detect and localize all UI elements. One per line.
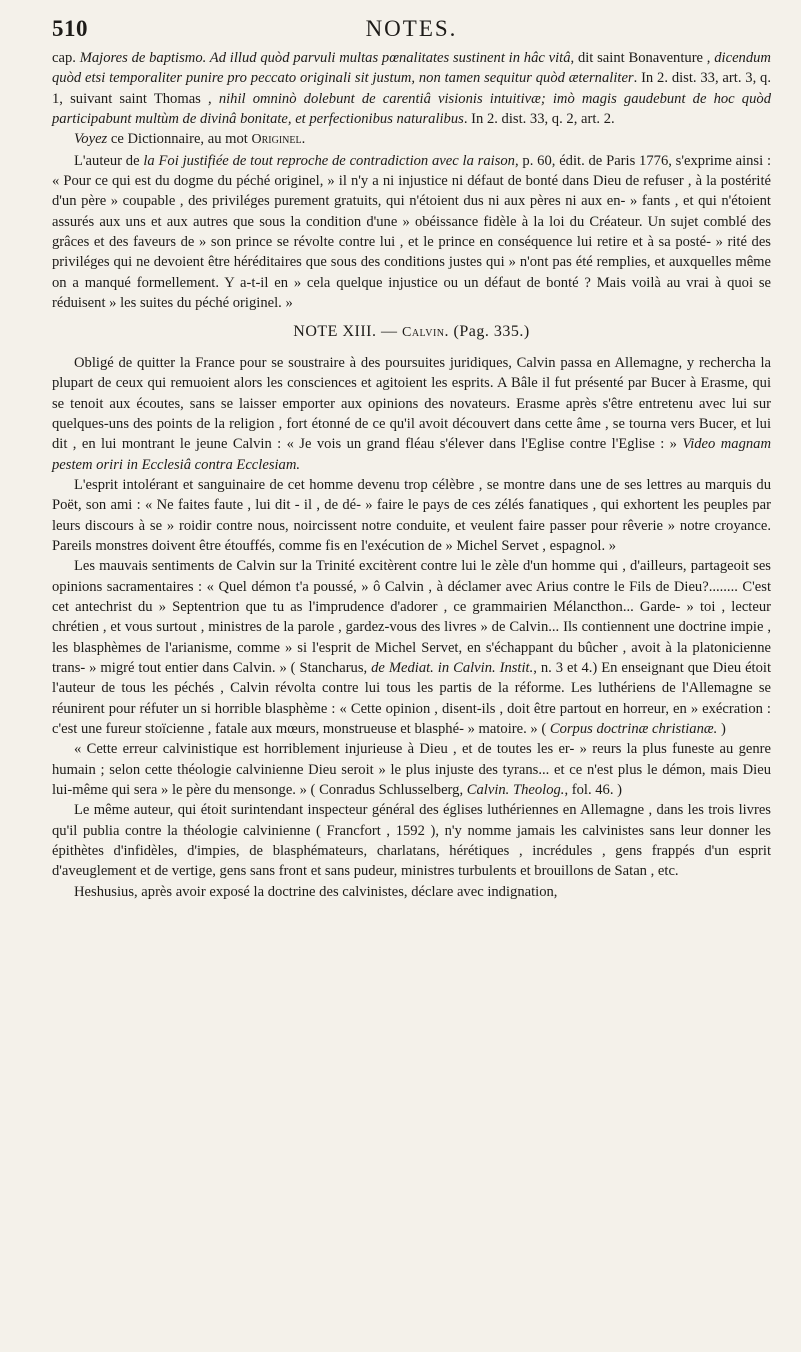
paragraph-calvin-exile: Obligé de quitter la France pour se soustraire à des poursuites juridiques, Calvin passa en Allemagne, y rechercha la plupart de ceux qui remuoient alors les consciences et agitoient les esprits. A Bâle il fut présenté par Bucer à Erasme, qui se tenoit aux écoutes, sans se laisser emporter aux opinions des novateurs. Erasme après s'être entretenu avec lui sur quelques-uns des points de la religion , fort étonné de ce qu'il avoit découvert dans cette âme , se tourna vers Bucer, et lui dit , en lui montrant le jeune Calvin : « Je vois un grand fléau s'élever dans l'Eglise contre l'Eglise : » Video magnam pestem oriri in Ecclesiâ contra Ecclesiam. [52, 354, 771, 473]
paragraph-calvinistic-error: « Cette erreur calvinistique est horriblement injurieuse à Dieu , et de toutes les er- » reurs la plus funeste au genre humain ; selon cette théologie calvinienne Dieu seroit » le plus injuste des tyrans... et ce n'est plus le démon, mais Dieu lui-même qui sera » le père du mensonge. » ( Conradus Schlusselberg, Calvin. Theolog., fol. 46. ) [52, 741, 771, 799]
paragraph-see-also: Voyez ce Dictionnaire, au mot Originel. [74, 131, 306, 148]
note-heading: NOTE XIII. — Calvin. (Pag. 335.) [293, 323, 530, 341]
paragraph-foi-justifiee: L'auteur de la Foi justifiée de tout reproche de contradiction avec la raison, p. 60, édit. de Paris 1776, s'exprime ainsi : « Pour ce qui est du dogme du péché originel, » il n'y a ni injustice ni défaut de bonté dans Dieu de refuser , à la postérité d'un père » coupable , des priviléges purement gratuits, qui n'étoient dus ni aux pères ni aux en- » fants , et qui n'étoient assurés aux uns et aux autres que sous la condition d'une » obéissance fidèle à la loi du Créateur. Un sujet comblé des grâces et des faveurs de » son prince se révolte contre lui , et le prince en conséquence lui retire et à sa posté- » rité des priviléges qui ne devoient être héréditaires que sous des conditions justes qui » n'ont pas été remplies, et auxquelles même on a manqué formellement. Y a-t-il en » cela quelque injustice ou un défaut de bonté ? Mais voilà au vrai à quoi se réduisent » les suites du péché originel. » [52, 152, 772, 312]
page-header [52, 14, 771, 48]
paragraph-calvin-letter: L'esprit intolérant et sanguinaire de cet homme devenu trop célèbre , se montre dans une de ses lettres au marquis du Poët, son ami : « Ne faites faute , lui dit - il , de dé- » faire le pays de ces zélés fanatiques , qui exhortent les peuples par leurs discours à se » roidir contre nous, noircissent notre conduite, et veulent faire passer pour rêverie » notre croyance. Pareils monstres doivent être étouffés, comme fis en l'exécution de » Michel Servet , espagnol. » [52, 476, 771, 554]
running-title: NOTES. [365, 16, 458, 41]
paragraph-heshusius: Heshusius, après avoir exposé la doctrine des calvinistes, déclare avec indignation, [74, 883, 558, 900]
page-number: 510 [52, 16, 88, 41]
body-text [52, 48, 771, 902]
paragraph-trinity: Les mauvais sentiments de Calvin sur la Trinité excitèrent contre lui le zèle d'un homme qui , d'ailleurs, partageoit ses opinions sacramentaires : « Quel démon t'a poussé, » ô Calvin , à déclamer avec Arius contre le Fils de Dieu?........ C'est cet antechrist du » Septentrion que tu as l'imprudence d'adorer , ce grammairien Mélancthon... Garde- » toi , lecteur chrétien , et vous surtout , ministres de la parole , gardez-vous des livres » de Calvin... Ils contiennent une doctrine impie , les blasphèmes de l'arianisme, comme » si l'esprit de Michel Servet, en s'échappant du bûcher , avoit à la platonicienne trans- » migré tout entier dans Calvin. » ( Stancharus, de Mediat. in Calvin. Instit., n. 3 et 4.) En enseignant que Dieu étoit l'auteur de tous les péchés , Calvin révolta contre lui tous les partis de la réforme. Les luthériens de l'Allemagne se réunirent pour réfuter un si horrible blasphème : « Cette opinion , disent-ils , doit être partout en horreur, en » exécration : c'est une fureur stoïcienne , fatale aux mœurs, monstrueuse et blasphé- » matoire. » ( Corpus doctrinæ christianæ. ) [52, 558, 772, 737]
paragraph-schlusselberg: Le même auteur, qui étoit surintendant inspecteur général des églises luthériennes en Allemagne , dans les trois livres qu'il publia contre la théologie calvinienne ( Francfort , 1592 ), n'y nomme jamais les calvinistes sans leur donner les épithètes d'infidèles, d'impies, de blasphémateurs, charlatans, hérétiques , incrédules , gens frappés d'un esprit d'aveuglement et de vertige, gens sans front et sans pudeur, ministres turbulents et brouillons de Satan , etc. [52, 802, 771, 880]
paragraph-latin-citation: cap. Majores de baptismo. Ad illud quòd parvuli multas pœnalitates sustinent in hâc vitâ, dit saint Bonaventure , dicendum quòd etsi temporaliter punire pro peccato originali sit justum, non tamen sequitur quòd æternaliter. In 2. dist. 33, art. 3, q. 1, suivant saint Thomas , nihil omninò dolebunt de carentiâ visionis intuitivæ; imò magis gaudebunt de hoc quòd participabunt multùm de divinâ bonitate, et perfectionibus naturalibus. In 2. dist. 33, q. 2, art. 2. [52, 50, 771, 128]
